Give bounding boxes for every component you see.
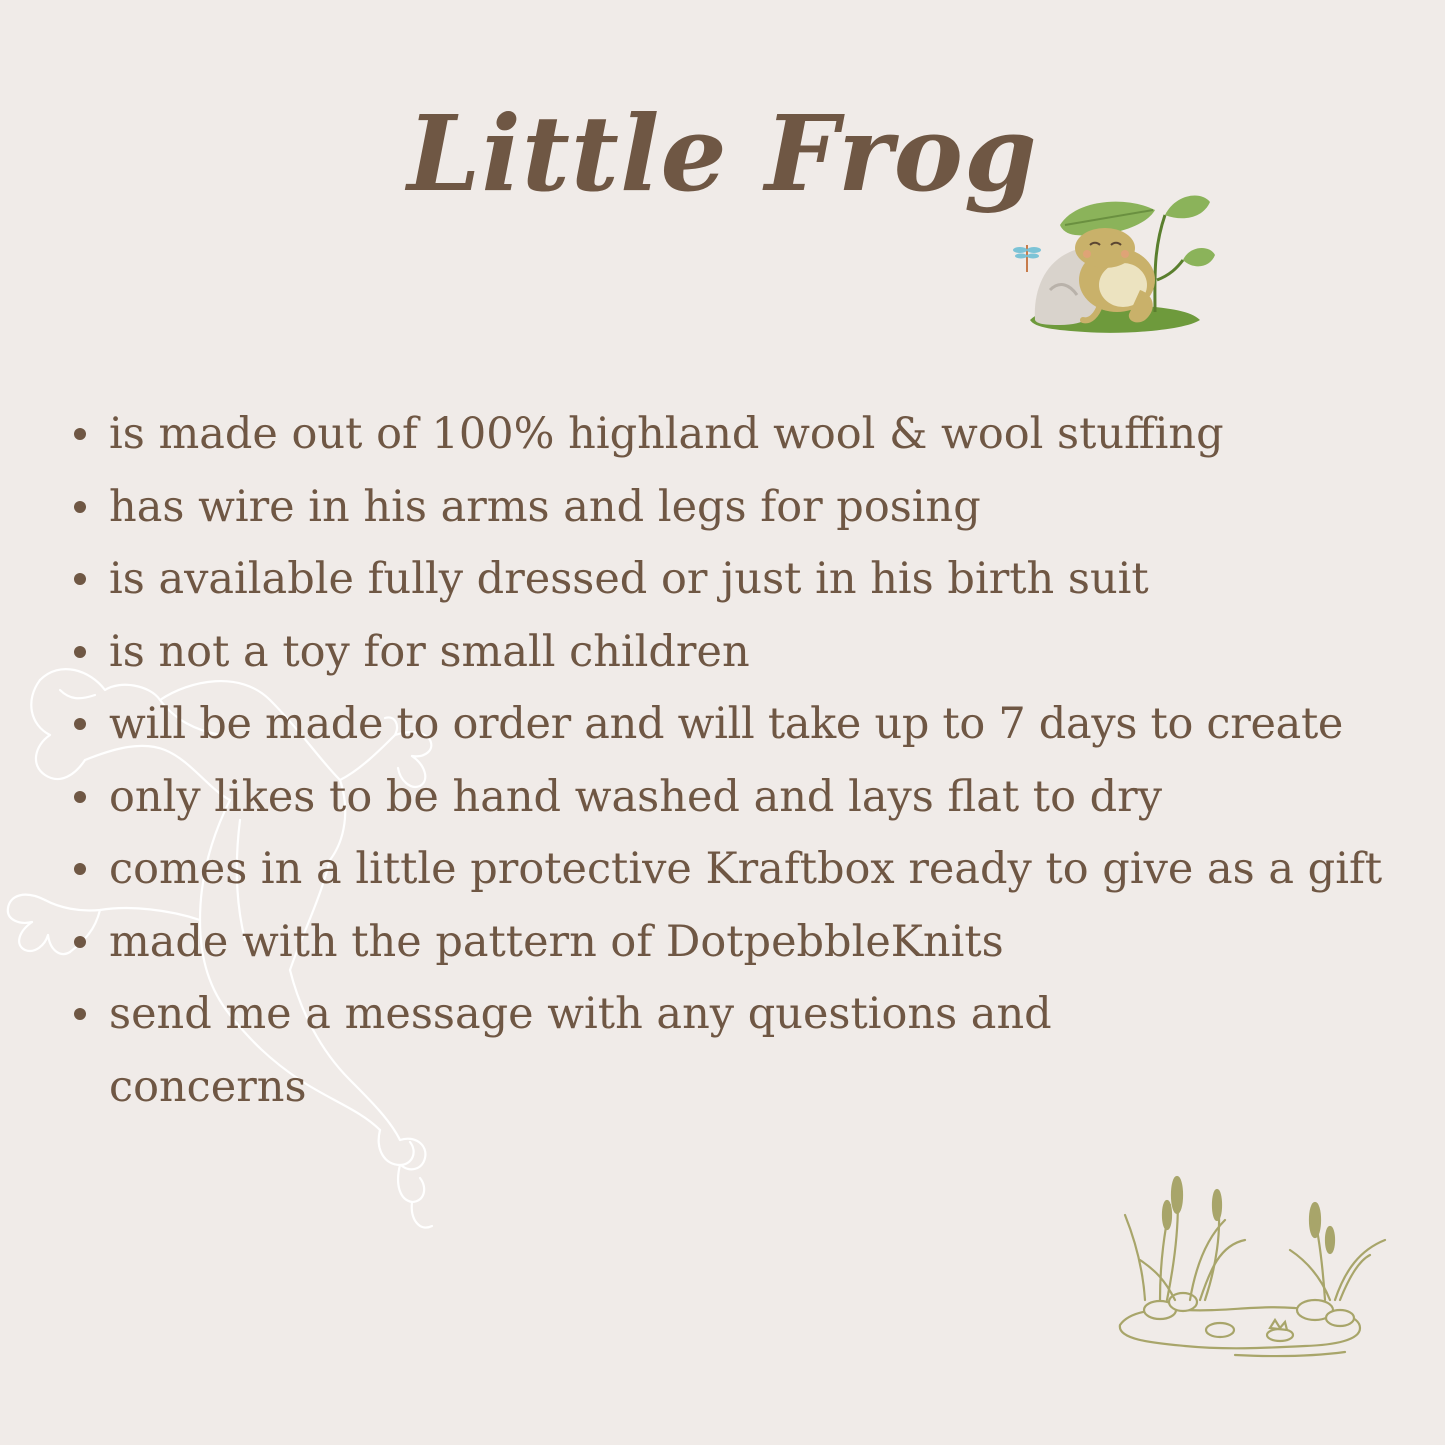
bullet-icon <box>74 936 86 948</box>
bullet-icon <box>74 718 86 730</box>
list-item: only likes to be hand washed and lays flat to dry <box>72 761 1432 834</box>
bullet-icon <box>74 1008 86 1020</box>
bullet-icon <box>74 863 86 875</box>
bullet-icon <box>74 428 86 440</box>
frog-under-leaf-icon <box>1005 180 1220 340</box>
list-item: is available fully dressed or just in his birth suit <box>72 543 1432 616</box>
bullet-icon <box>74 791 86 803</box>
bullet-icon <box>74 573 86 585</box>
list-item: has wire in his arms and legs for posing <box>72 471 1432 544</box>
bullet-icon <box>74 646 86 658</box>
list-item: is made out of 100% highland wool & wool stuffing <box>72 398 1432 471</box>
list-item: comes in a little protective Kraftbox ready to give as a gift <box>72 833 1432 906</box>
list-item: send me a message with any questions and concerns <box>72 978 1119 1123</box>
list-item: made with the pattern of DotpebbleKnits <box>72 906 1432 979</box>
list-item: is not a toy for small children <box>72 616 1432 689</box>
bullet-icon <box>74 501 86 513</box>
feature-list <box>72 398 1432 1123</box>
list-item: will be made to order and will take up to 7 days to create <box>72 688 1432 761</box>
pond-reeds-icon <box>1105 1160 1395 1365</box>
page-title: Little Frog <box>407 92 1038 215</box>
